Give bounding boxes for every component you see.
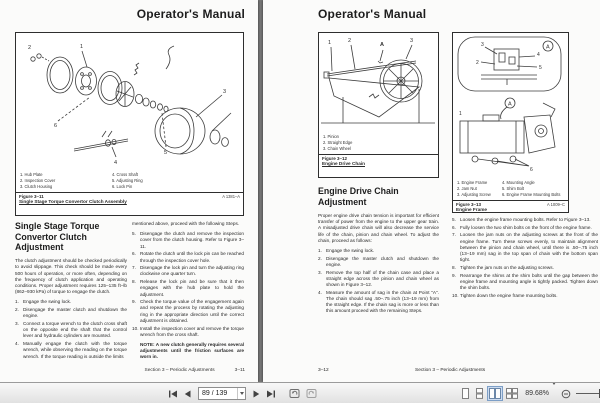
text-column-left: [15, 221, 127, 361]
figure-callout: 3: [481, 42, 484, 48]
zoom-dropdown-caret-icon[interactable]: [552, 385, 556, 403]
figure-legend: [16, 171, 243, 192]
next-view-button[interactable]: [304, 386, 319, 401]
two-page-layout-icon: [489, 388, 501, 399]
figure-legend: [319, 133, 438, 154]
two-page-continuous-layout-icon: [506, 388, 518, 399]
footer-page-number: 3–11: [234, 368, 245, 373]
paragraph: The clutch adjustment should be checked periodically to avoid slippage. This check should be made every 500 hours of operation, or more often, depending on the frequency of clutch application and operating conditions. Proper adjustment requires 125–135 ft–lb (862–930 kPa) of torque to engage the clutch.: [15, 258, 127, 295]
figure-callout: A: [380, 42, 384, 48]
zoom-out-button[interactable]: [559, 386, 573, 401]
list-item: 9. Rearrange the shims at the shim bolts until the gap between the engine frame and mounting angle is tightly packed. Tighten down the shim bolts.: [452, 272, 598, 291]
legend-item: 6. Engine Frame Mounting Bolts: [501, 192, 561, 198]
figure-code: A 1009–C: [547, 202, 565, 208]
legend-item: 6. Lock Pin: [111, 184, 133, 190]
list-item: 4. Measure the amount of sag in the chain at Point "A". The chain should sag .50–.75 inch (13–19 mm) from the straight edge. If the chain sag is more or less than this amount proceed with the remaining Steps.: [318, 289, 439, 314]
section-heading: Engine Drive Chain Adjustment: [318, 186, 399, 207]
list-item: 8. Tighten the jam nuts on the adjusting screws.: [452, 264, 554, 270]
figure-3-13-box: [452, 32, 569, 213]
figure-number: Figure 3–13: [456, 202, 482, 208]
legend-item: 4. Cross Shaft: [111, 172, 138, 177]
figure-callout: 3: [410, 38, 414, 44]
legend-item: 3. Clutch Housing: [20, 184, 53, 190]
two-page-layout-button[interactable]: [488, 387, 502, 400]
list-item: 1. Engage the swing lock.: [318, 248, 375, 254]
list-item: 2. Disengage the master clutch and shutdown the engine.: [318, 255, 439, 267]
paragraph: mentioned above, proceed with the following Steps.: [132, 221, 240, 226]
previous-page-button[interactable]: [182, 386, 194, 401]
figure-number: Figure 3–11: [19, 194, 44, 200]
list-item: 8. Release the lock pin and be sure that it then engages with the hub plate to hold the adjustment.: [132, 279, 244, 297]
zoom-slider[interactable]: [576, 389, 600, 398]
page-dropdown-caret-icon[interactable]: [237, 388, 245, 399]
legend-item: 1. Pinion: [323, 134, 339, 139]
engine-frame-diagram: [453, 33, 568, 179]
legend-item: 1. Engine Frame: [457, 180, 488, 185]
list-item: 10. Tighten down the engine frame mounting bolts.: [452, 292, 558, 298]
list-item: 9. Check the torque value of the engagement again and repeat the process by rotating the adjusting ring in the appropriate direction until the correct adjustment is obtained.: [132, 299, 244, 323]
zoom-slider-track[interactable]: [576, 393, 600, 394]
zoom-layout-group: [460, 383, 598, 403]
list-item: 6. Rotate the clutch until the lock pin can be reached through the inspection cover hole.: [132, 251, 244, 263]
figure-callout: 2: [28, 45, 32, 51]
first-page-button[interactable]: [166, 386, 180, 401]
list-item: 4. Manually engage the clutch with the torque wrench, while observing the reading on the torque wrench. If the torque reading is outside the limits: [15, 341, 127, 359]
legend-item: 1. Hub Plate: [20, 172, 43, 177]
continuous-layout-button[interactable]: [474, 387, 485, 400]
last-page-icon: [266, 390, 276, 398]
document-page-left: [0, 0, 258, 382]
previous-view-button[interactable]: [287, 386, 302, 401]
list-item: 7. Loosen the jam nuts on the adjusting screws at the front of the engine frame. Turn these screws evenly, to maintain alignment between the pinion and chain wheel, until there is .50–.75 inch (13–19 mm) sag in the top span of chain with the bottom span tight.: [452, 232, 598, 263]
list-item: 1. Engage the swing lock.: [15, 299, 72, 305]
first-page-icon: [168, 390, 178, 398]
figure-callout: 5: [539, 65, 542, 71]
zoom-level-label: 89.68%: [525, 390, 549, 397]
figure-callout: 6: [530, 167, 533, 173]
text-column-right: [452, 217, 598, 300]
legend-item: 2. Jam Nut: [457, 186, 477, 192]
last-page-button[interactable]: [264, 386, 278, 401]
single-page-layout-icon: [461, 388, 470, 399]
footer-section: Section 3 – Periodic Adjustments: [144, 368, 215, 373]
text-column-left: [318, 213, 439, 316]
next-page-icon: [252, 390, 260, 398]
figure-number-row: [16, 192, 243, 199]
figure-caption: Engine Drive Chain: [322, 161, 365, 167]
single-page-layout-button[interactable]: [460, 387, 471, 400]
figure-callout: 2: [348, 38, 352, 44]
clutch-assembly-diagram: [16, 33, 243, 171]
figure-callout: 3: [223, 89, 227, 95]
figure-number: Figure 3–12: [322, 156, 348, 162]
legend-item: 3. Adjusting Screw: [457, 192, 491, 198]
zoom-out-icon: [561, 389, 571, 399]
figure-callout: 4: [114, 160, 118, 166]
legend-item: 5. Shim Bolt: [501, 186, 525, 192]
previous-page-icon: [184, 390, 192, 398]
list-item: 5. Loosen the engine frame mounting bolts. Refer to Figure 3–13.: [452, 217, 591, 222]
legend-item: 4. Mounting Angle: [501, 180, 535, 185]
figure-callout: 1: [459, 111, 462, 117]
previous-view-icon: [289, 388, 300, 399]
page-navigation-group: [166, 383, 319, 403]
section-heading: Single Stage Torque Convertor Clutch Adjustment: [15, 221, 100, 253]
next-page-button[interactable]: [250, 386, 262, 401]
figure-callout: 2: [476, 60, 479, 66]
list-item: 2. Disengage the master clutch and shutdown the engine.: [15, 307, 127, 319]
bottom-toolbar: [0, 382, 600, 403]
continuous-layout-icon: [475, 388, 484, 399]
page-footer: [15, 368, 245, 373]
figure-caption: Single Stage Torque Convertor Clutch Assembly: [19, 199, 127, 205]
figure-callout: 1: [80, 44, 84, 50]
page-number-input[interactable]: [199, 388, 237, 399]
figure-callout: 6: [54, 123, 58, 129]
figure-caption: Engine Frame: [456, 207, 487, 213]
page-title: Operator's Manual: [136, 7, 245, 21]
legend-item: 2. Straight Edge: [323, 140, 353, 146]
figure-callout: 5: [164, 150, 168, 156]
document-page-right: [263, 0, 600, 382]
figure-number-row: [453, 200, 568, 207]
next-view-icon: [306, 388, 317, 399]
figure-callout: A: [508, 101, 512, 108]
text-column-right: [132, 221, 244, 361]
engine-drive-chain-diagram: [319, 33, 438, 133]
figure-code: A 1381–A: [222, 194, 240, 200]
page-title: Operator's Manual: [318, 7, 427, 21]
figure-number-row: [319, 154, 438, 161]
list-item: 7. Disengage the lock pin and turn the adjusting ring clockwise one quarter turn.: [132, 265, 244, 277]
figure-callout: 4: [537, 52, 540, 58]
list-item: 3. Remove the top half of the chain case and place a straight edge across the pinion and chain wheel as shown in Figure 3–12.: [318, 269, 439, 288]
legend-item: 2. Inspection Cover: [20, 178, 56, 184]
page-number-box[interactable]: [198, 387, 246, 400]
legend-item: 5. Adjusting Ring: [111, 178, 143, 184]
list-item: 3. Connect a torque wrench to the clutch cross shaft on the opposite end the shaft that the control lever and hydraulic cylinders are mounted.: [15, 320, 127, 339]
footer-page-number: 3–12: [318, 368, 329, 373]
two-page-continuous-layout-button[interactable]: [505, 387, 519, 400]
legend-item: 3. Chain Wheel: [323, 146, 351, 152]
paragraph: Proper engine drive chain tension is important for efficient transfer of power from the engine to the upper gear train. A misadjusted drive chain will also decrease the service life of the chain, pinion and chain wheel. To adjust the chain, proceed as follows:: [318, 213, 439, 243]
footer-section: Section 3 – Periodic Adjustments: [415, 368, 486, 373]
list-item: 6. Fully loosen the two shim bolts on the front of the engine frame.: [452, 224, 592, 230]
figure-callout: A: [546, 44, 550, 51]
note-paragraph: NOTE: A new clutch generally requires several adjustments until the friction surfaces are worn in.: [140, 341, 244, 360]
figure-3-11-box: [15, 32, 244, 216]
figure-callout: 1: [328, 40, 332, 46]
figure-3-12-box: [318, 32, 439, 178]
list-item: 5. Disengage the clutch and remove the inspection cover from the clutch housing. Refer to Figure 3–11.: [132, 231, 244, 249]
figure-legend: [453, 179, 568, 200]
list-item: 10. Install the inspection cover and remove the torque wrench from the cross shaft.: [132, 325, 244, 337]
